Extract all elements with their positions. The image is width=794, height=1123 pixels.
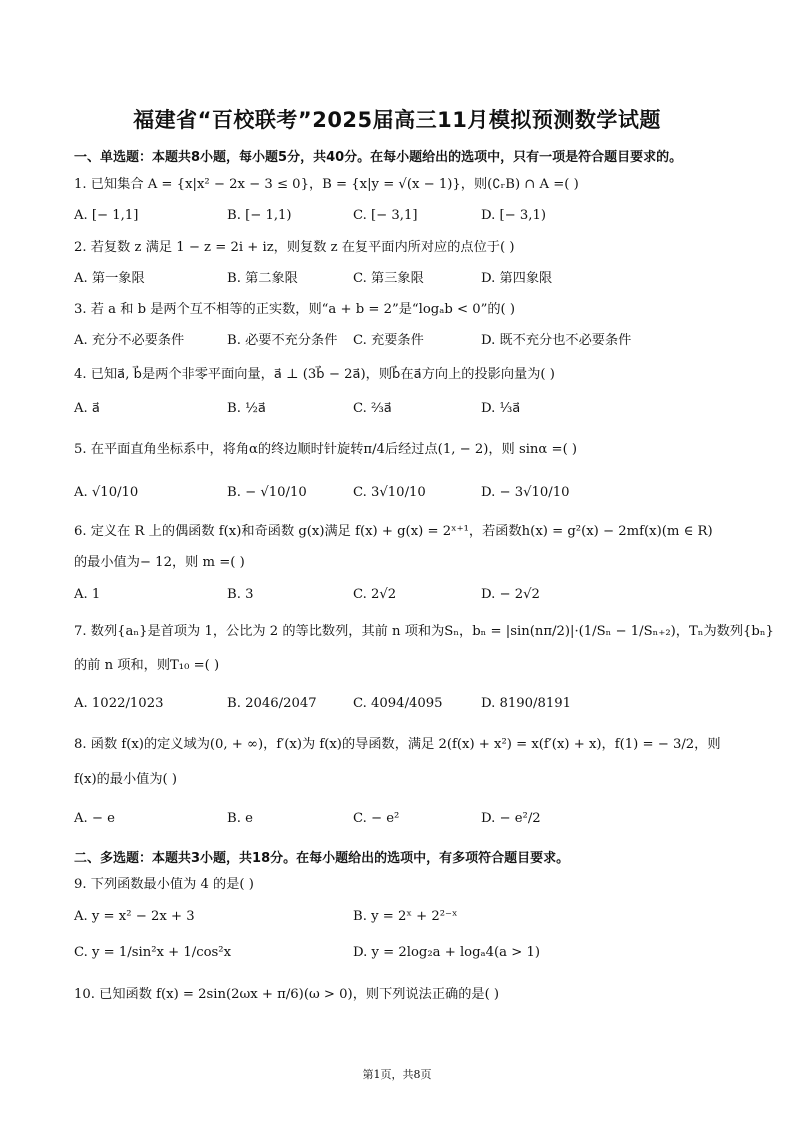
question-3-option-a: A. 充分不必要条件 [74,333,185,348]
question-2-option-b: B. 第二象限 [227,271,298,286]
question-5-option-c: C. 3√10/10 [353,485,426,500]
question-2-stem: 2. 若复数 z 满足 1 − z = 2i + iz，则复数 z 在复平面内所对应的点位于( ) [74,240,515,255]
question-3-option-d: D. 既不充分也不必要条件 [481,333,632,348]
question-4-option-a: A. a⃗ [74,401,100,416]
question-3-option-b: B. 必要不充分条件 [227,333,338,348]
section-heading-single-choice: 一、单选题：本题共8小题，每小题5分，共40分。在每小题给出的选项中，只有一项是符合题目要求的。 [74,150,683,165]
question-1-stem: 1. 已知集合 A = {x|x² − 2x − 3 ≤ 0}，B = {x|y = √(x − 1)}，则(∁ᵣB) ∩ A =( ) [74,177,579,192]
question-6-stem-continued: 的最小值为− 12，则 m =( ) [74,555,245,570]
question-4-stem: 4. 已知a⃗, b⃗是两个非零平面向量，a⃗ ⊥ (3b⃗ − 2a⃗)，则b⃗在a⃗方向上的投影向量为( ) [74,367,555,382]
question-6-option-a: A. 1 [74,587,101,602]
question-7-option-c: C. 4094/4095 [353,696,443,711]
question-5-stem: 5. 在平面直角坐标系中，将角α的终边顺时针旋转π/4后经过点(1, − 2)，则 sinα =( ) [74,442,578,457]
question-3-option-c: C. 充要条件 [353,333,424,348]
question-5-option-d: D. − 3√10/10 [481,485,570,500]
question-2-option-c: C. 第三象限 [353,271,424,286]
question-9-option-c: C. y = 1/sin²x + 1/cos²x [74,945,232,960]
question-8-option-d: D. − e²/2 [481,811,541,826]
question-8-option-a: A. − e [74,811,115,826]
question-6-option-c: C. 2√2 [353,587,397,602]
question-1-option-a: A. [− 1,1] [74,208,139,223]
question-9-option-b: B. y = 2ˣ + 2²⁻ˣ [353,909,458,924]
question-9-stem: 9. 下列函数最小值为 4 的是( ) [74,877,254,892]
question-2-option-a: A. 第一象限 [74,271,145,286]
question-7-stem-continued: 的前 n 项和，则T₁₀ =( ) [74,658,220,673]
question-3-stem: 3. 若 a 和 b 是两个互不相等的正实数，则“a + b = 2”是“logₐb < 0”的( ) [74,302,515,317]
question-10-stem: 10. 已知函数 f(x) = 2sin(2ωx + π/6)(ω > 0)，则下列说法正确的是( ) [74,987,500,1002]
question-4-option-b: B. ½a⃗ [227,401,266,416]
question-6-option-d: D. − 2√2 [481,587,540,602]
question-2-option-d: D. 第四象限 [481,271,553,286]
question-1-option-c: C. [− 3,1] [353,208,418,223]
question-8-stem-continued: f(x)的最小值为( ) [74,772,178,787]
page-title: 福建省“百校联考”2025届高三11月模拟预测数学试题 [133,108,661,132]
question-4-option-c: C. ⅔a⃗ [353,401,392,416]
question-8-option-c: C. − e² [353,811,400,826]
question-1-option-b: B. [− 1,1) [227,208,292,223]
question-5-option-b: B. − √10/10 [227,485,307,500]
question-8-option-b: B. e [227,811,253,826]
question-7-option-d: D. 8190/8191 [481,696,572,711]
question-8-stem: 8. 函数 f(x)的定义域为(0, + ∞)，f′(x)为 f(x)的导函数，满足 2(f(x) + x²) = x(f′(x) + x)，f(1) = − 3/2，则 [74,737,721,752]
question-7-option-a: A. 1022/1023 [74,696,164,711]
section-heading-multiple-choice: 二、多选题：本题共3小题，共18分。在每小题给出的选项中，有多项符合题目要求。 [74,851,570,866]
question-7-stem: 7. 数列{aₙ}是首项为 1，公比为 2 的等比数列，其前 n 项和为Sₙ，bₙ = |sin(nπ/2)|·(1/Sₙ − 1/Sₙ₊₂)，Tₙ为数列{bₙ} [74,624,774,639]
question-7-option-b: B. 2046/2047 [227,696,317,711]
question-4-option-d: D. ⅓a⃗ [481,401,521,416]
question-5-option-a: A. √10/10 [74,485,139,500]
question-6-stem: 6. 定义在 R 上的偶函数 f(x)和奇函数 g(x)满足 f(x) + g(x) = 2ˣ⁺¹，若函数h(x) = g²(x) − 2mf(x)(m ∈ R) [74,524,713,539]
question-9-option-a: A. y = x² − 2x + 3 [74,909,195,924]
question-1-option-d: D. [− 3,1) [481,208,546,223]
question-6-option-b: B. 3 [227,587,254,602]
page-footer: 第1页，共8页 [362,1068,432,1081]
question-9-option-d: D. y = 2log₂a + logₐ4(a > 1) [353,945,540,960]
